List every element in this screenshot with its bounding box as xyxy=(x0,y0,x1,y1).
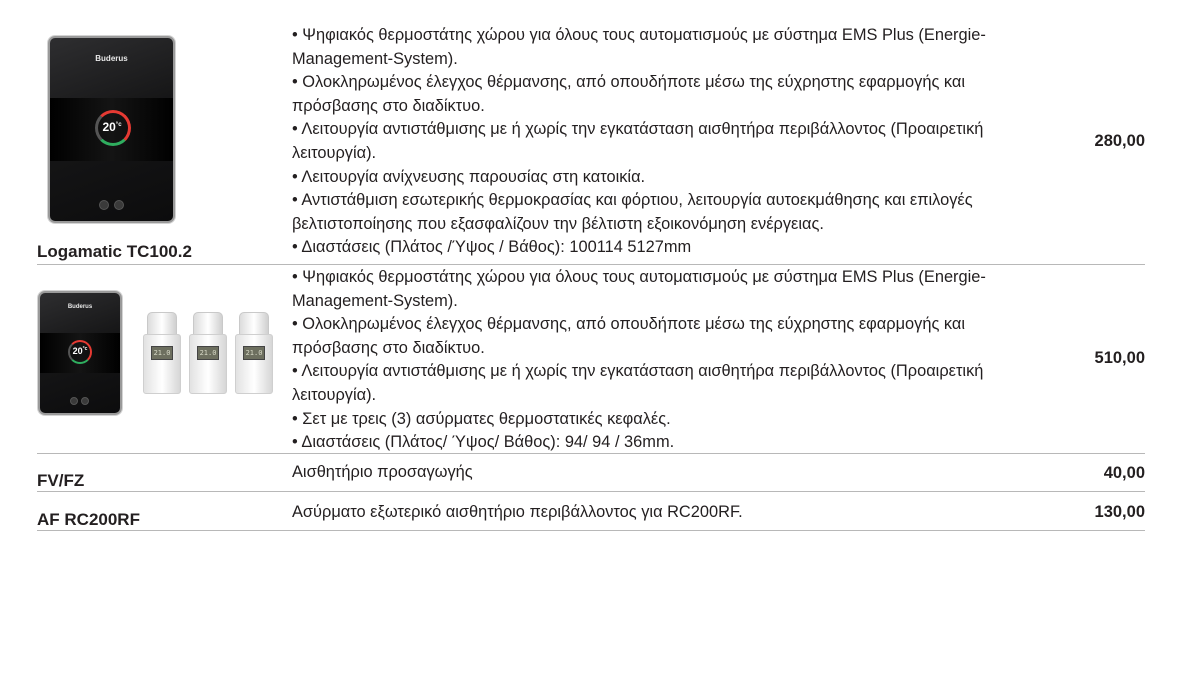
description-line: • Ψηφιακός θερμοστάτης χώρου για όλους τους αυτοματισμούς με σύστημα EMS Plus (Energie-Management-System). xyxy=(292,268,986,310)
price: 40,00 xyxy=(1103,464,1145,482)
price: 130,00 xyxy=(1094,503,1145,521)
description-line: • Ολοκληρωμένος έλεγχος θέρμανσης, από οπουδήποτε μέσω της εύχρηστης εφαρμογής και πρόσβασης στο διαδίκτυο. xyxy=(292,73,966,115)
radiator-head-icon: 21.0 xyxy=(235,312,271,394)
model-name: AF RC200RF xyxy=(37,510,140,529)
radiator-head-icon: 21.0 xyxy=(189,312,225,394)
radiator-heads-image xyxy=(143,312,273,402)
description-line: • Διαστάσεις (Πλάτος /Ύψος / Βάθος): 100114 5127mm xyxy=(292,238,692,257)
product-description xyxy=(292,24,1027,260)
description-line: • Ολοκληρωμένος έλεγχος θέρμανσης, από οπουδήποτε μέσω της εύχρηστης εφαρμογής και πρόσβασης στο διαδίκτυο. xyxy=(292,315,966,357)
description-line: • Ψηφιακός θερμοστάτης χώρου για όλους τους αυτοματισμούς με σύστημα EMS Plus (Energie-Management-System). xyxy=(292,26,986,68)
price: 510,00 xyxy=(1094,349,1145,367)
description-line: • Σετ με τρεις (3) ασύρματες θερμοστατικές κεφαλές. xyxy=(292,409,671,428)
description-line: Ασύρματο εξωτερικό αισθητήριο περιβάλλοντος για RC200RF. xyxy=(292,503,743,521)
model-name: FV/FZ xyxy=(37,471,85,490)
price: 280,00 xyxy=(1094,132,1145,150)
thermostat-image xyxy=(48,36,175,223)
product-description xyxy=(292,501,1027,525)
description-line: Αισθητήριο προσαγωγής xyxy=(292,463,473,481)
product-description xyxy=(292,266,1027,455)
product-row-tc100 xyxy=(37,22,1145,265)
description-line: • Διαστάσεις (Πλάτος/ Ύψος/ Βάθος): 94/ 94 / 36mm. xyxy=(292,433,675,452)
radiator-head-icon: 21.0 xyxy=(143,312,179,394)
brand-logo: Buderus xyxy=(95,54,128,63)
touch-buttons xyxy=(70,397,89,405)
thermostat-image xyxy=(38,291,122,415)
product-description xyxy=(292,461,1027,485)
touch-buttons xyxy=(99,200,124,210)
temperature-display: $20^{^\circ c}$ xyxy=(102,120,122,134)
description-line: • Λειτουργία αντιστάθμισης με ή χωρίς την εγκατάσταση αισθητήρα περιβάλλοντος (Προαιρετική λειτουργία). xyxy=(292,120,984,162)
product-row-set xyxy=(37,264,1145,454)
description-line: • Λειτουργία ανίχνευσης παρουσίας στη κατοικία. xyxy=(292,167,646,186)
temperature-display: $20^{^\circ c}$ xyxy=(72,346,88,356)
description-line: • Αντιστάθμιση εσωτερικής θερμοκρασίας και φόρτιου, λειτουργία αυτοεκμάθησης και επιλογές βελτιστοποίησης που εξασφαλίζουν την βέλτιστη εξοικονόμηση ενέργειας. xyxy=(292,191,973,233)
description-line: • Λειτουργία αντιστάθμισης με ή χωρίς την εγκατάσταση αισθητήρα περιβάλλοντος (Προαιρετική λειτουργία). xyxy=(292,362,984,404)
brand-logo: Buderus xyxy=(67,304,93,310)
model-name: Logamatic TC100.2 xyxy=(37,242,192,261)
product-row-fvfz xyxy=(37,453,1145,492)
product-row-af-rc200rf xyxy=(37,491,1145,531)
